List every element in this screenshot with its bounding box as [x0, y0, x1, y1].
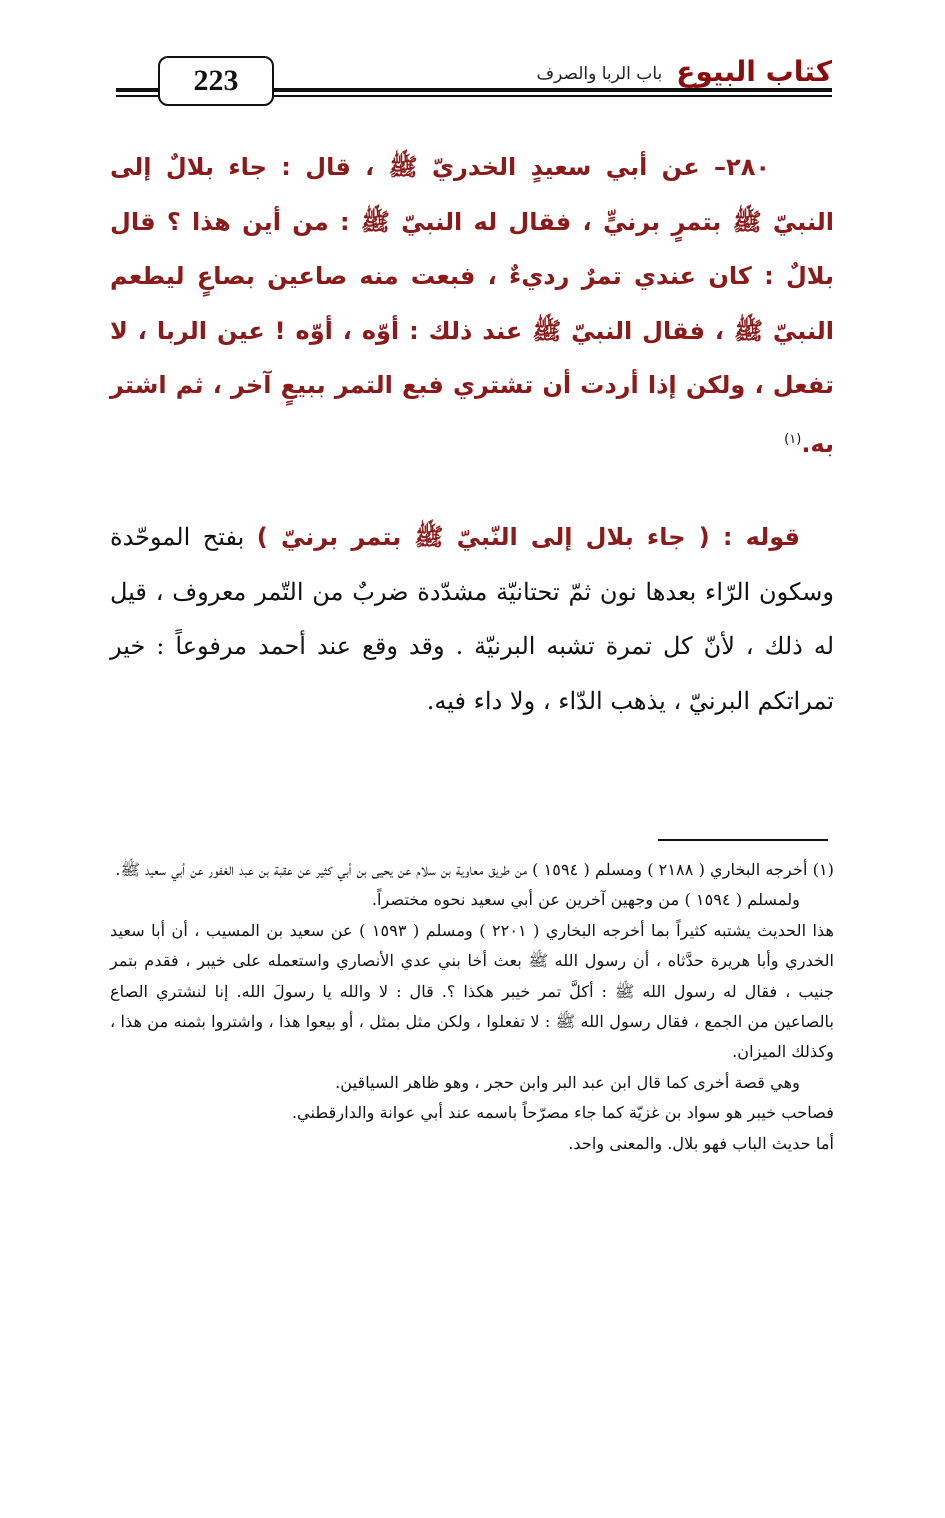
footnote-paragraph: هذا الحديث يشتبه كثيراً بما أخرجه البخاري ( ٢٢٠١ ) ومسلم ( ١٥٩٣ ) عن سعيد بن المسيب ، أن أبا سعيد الخدري وأبا هريرة حدَّثاه ، أن رسول الله ﷺ بعث أخا بني عدي الأنصاري واستعمله على خيبر ، فقدم بتمر جنيب ، فقال له رسول الله ﷺ : أكلَّ تمر خيبر هكذا ؟. قال : لا والله يا رسولَ الله. إنا لنشتري الصاع بالصاعين من الجمع ، فقال رسول الله ﷺ : لا تفعلوا ، ولكن مثل بمثل ، أو بيعوا هذا ، واشتروا بثمنه من هذا ، وكذلك الميزان.: [110, 920, 835, 1062]
page-header: [116, 48, 832, 108]
hadith-text-block: [110, 140, 834, 471]
commentary-text: بفتح الموحّدة وسكون الرّاء بعدها نون ثمّ تحتانيّة مشدّدة ضربٌ من التّمر معروف ، قيل له ذلك ، لأنّ كل تمرة تشبه البرنيّة . وقد وقع عند أحمد مرفوعاً : خير تمراتكم البرنيّ ، يذهب الدّاء ، ولا داء فيه.: [110, 523, 834, 715]
footnote-paragraph: فصاحب خيبر هو سواد بن غزيّة كما جاء مصرّحاً باسمه عند أبي عوانة والدارقطني.: [291, 1103, 834, 1123]
header-titles: [536, 48, 832, 86]
footnotes-block: [110, 855, 834, 1159]
hadith-paragraph: [110, 140, 834, 471]
chapter-title: باب الربا والصرف: [536, 63, 663, 84]
footnote-paragraph: وهي قصة أخرى كما قال ابن عبد البر وابن حجر ، وهو ظاهر السياقين.: [335, 1072, 800, 1092]
footnote-separator: [658, 839, 828, 841]
footnote-paragraph: أما حديث الباب فهو بلال. والمعنى واحد.: [568, 1133, 834, 1153]
footnote-reference: (١): [784, 431, 802, 447]
book-title: كتاب البيوع: [676, 55, 832, 88]
commentary-block: [110, 510, 834, 728]
footnote-1: (١) أخرجه البخاري ( ٢١٨٨ ) ومسلم ( ١٥٩٤ ) من طريق معاوية بن سلام عن يحيى بن أبي كثير عن عقبة بن عبد الغفور عن أبي سعيد ﷺ.: [115, 860, 834, 879]
footnote-paragraph: ولمسلم ( ١٥٩٤ ) من وجهين آخرين عن أبي سعيد نحوه مختصراً.: [371, 890, 800, 910]
commentary-lead: قوله : ( جاء بلال إلى النّبيّ ﷺ بتمر برنيّ ): [256, 523, 800, 551]
page-number: 223: [158, 56, 274, 106]
commentary-paragraph: [110, 510, 834, 728]
hadith-text: ٢٨٠– عن أبي سعيدٍ الخدريّ ﷺ ، قال : جاء بلالٌ إلى النبيّ ﷺ بتمرٍ برنيٍّ ، فقال له النبيّ ﷺ : من أين هذا ؟ قال بلالٌ : كان عندي تمرٌ رديءٌ ، فبعت منه صاعين بصاعٍ ليطعم النبيّ ﷺ ، فقال النبيّ ﷺ عند ذلك : أوّه ، أوّه ! عين الربا ، لا تفعل ، ولكن إذا أردت أن تشتري فبع التمر ببيعٍ آخر ، ثم اشتر به.: [110, 153, 834, 458]
